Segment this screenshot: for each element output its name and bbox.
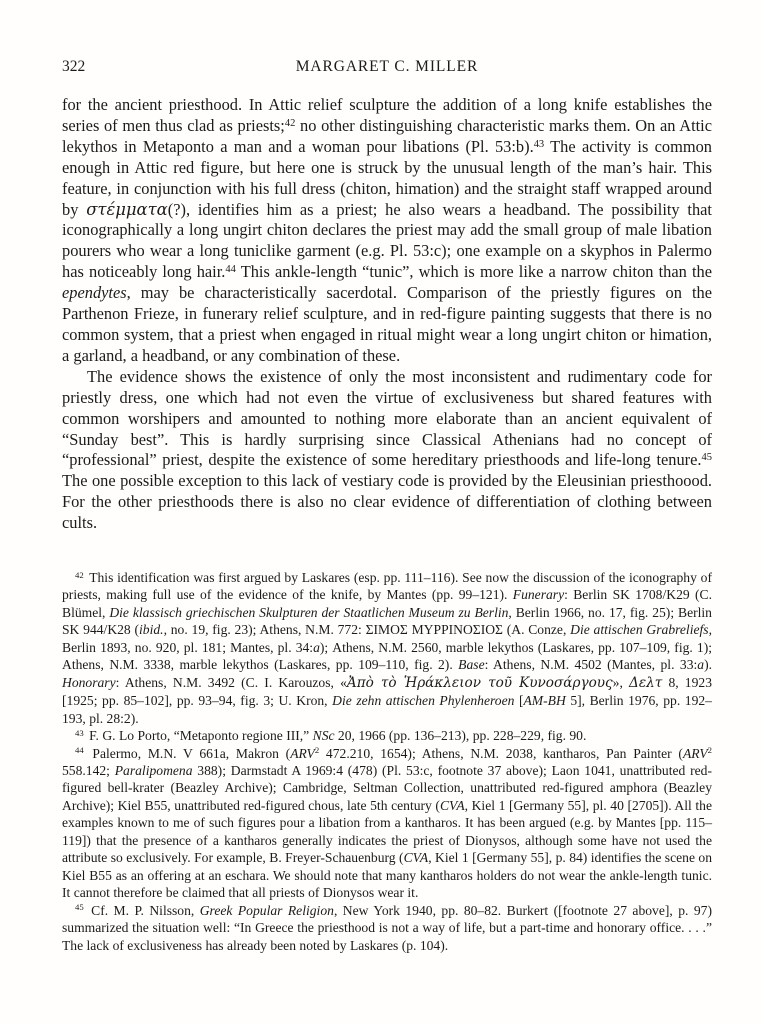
footnote-reference: 43 [533,138,545,150]
text-segment: 388); Darmstadt A 1969:4 (478) (Pl. 53:c, footnote 37 above); Laon 1041, unattributed red-figured bell-krater (Beazley Archive); Cambridge, Seltman Collection, unattributed red-figured amphora (Beazley Archive); Kiel B55, unattributed red-figured chous, late 5th century ( [62,762,712,813]
text-segment: 5], Berlin 1976, pp. 192–193, pl. 28:2). [62,693,712,726]
text-segment: a [697,657,705,673]
text-segment: (?), identifies him as a priest; he also wears a headband. The possibility that iconographically a long ungirt chiton declares the priest may add the small group of male libation pourers who wear a long tuniclike garment (e.g. Pl. 53:c); one example on a skyphos in Palermo has noticeably long hair. [62,199,712,282]
text-segment: This ankle-length “tunic”, which is more like a narrow chiton than the [235,262,712,282]
text-segment: : Athens, N.M. 4502 (Mantes, pl. 33: [484,657,698,673]
body-text [62,95,712,534]
text-segment: AM-BH [523,693,566,709]
text-segment: , Kiel 1 [Germany 55], p. 84) identifies the scene on Kiel B55 as an offering at an eschara. We should note that many kantharos holders do not wear the ankle-length tunic. It cannot therefore be claimed that all priests of Dionysos wear it. [62,850,712,901]
footnote [62,727,712,744]
footnote-reference: 2 [707,745,712,756]
text-segment: ibid. [139,622,164,638]
footnote [62,569,712,727]
text-segment: Palermo, M.N. V 661a, Makron ( [85,745,291,761]
page-number: 322 [62,58,86,75]
text-segment: : Athens, N.M. 3492 (C. I. Karouzos, « [115,674,347,690]
footnote-reference: 2 [314,745,320,756]
text-segment: CVA [439,797,465,813]
text-segment: Ἀπὸ τὸ Ἡράκλειον τοῦ Κυνοσάργους [346,674,613,691]
footnote [62,745,712,902]
text-segment: The activity is common enough in Attic red figure, but here one is struck by the unusual length of the man’s hair. This feature, in conjunction with his full dress (chiton, himation) and the straight staff wrapped around by [62,136,712,219]
text-segment: Die zehn attischen Phylenheroen [332,693,515,709]
body-paragraph [62,367,712,534]
text-segment: , may be characteristically sacerdotal. Comparison of the priestly figures on the Parthenon Frieze, in funerary relief sculpture, and in red-figure painting suggests that there is no common system, that a priest when engaged in ritual might wear a long ungirt chiton or himation, a garland, a headband, or any combination of these. [62,283,712,365]
text-segment: , no. 19, fig. 23); Athens, N.M. 772: ΣΙΜΟΣ ΜΥΡΡΙΝΟΣΙΟΣ (A. Conze, [163,622,571,638]
text-segment: », [612,674,630,690]
text-segment: This identification was first argued by Laskares (esp. pp. 111–116). See now the discussion of the iconography of priests, making full use of the evidence of the knife, by Mantes (pp. 99–121). [62,570,712,603]
text-segment: , Berlin 1893, no. 920, pl. 181; Mantes, pl. 34: [62,622,712,655]
text-segment: Die attischen Grabreliefs [570,622,709,638]
text-segment: ependytes [62,283,127,303]
text-segment: Die klassisch griechischen Skulpturen der Staatlichen Museum zu Berlin [109,604,509,620]
text-segment: CVA [403,850,429,866]
text-segment: Paralipomena [114,762,193,778]
footnote-reference: 42 [284,117,296,129]
text-segment: no other distinguishing characteristic marks them. On an Attic lekythos in Metaponto a man and a woman pour libations (Pl. 53:b). [62,115,713,156]
footnote-reference: 45 [701,452,712,464]
footnote-marker: 45 [75,902,84,913]
footnotes [62,569,712,954]
footnote-marker: 43 [75,727,84,738]
footnote-reference: 44 [225,264,236,276]
text-segment: Funerary [512,587,565,603]
text-segment: 20, 1966 (pp. 136–213), pp. 228–229, fig. 90. [334,728,587,744]
text-segment: , Kiel 1 [Germany 55], pl. 40 [2705]). All the examples known to me of such figures pour a libation from a kantharos. It has been argued (e.g. by Mantes [pp. 115–119]) that the presence of a kantharos generally indicates the priest of Dionysos, although some have not used the attribute so exclusively. For example, B. Freyer-Schauenburg ( [62,797,712,866]
text-segment: Base [458,657,485,673]
text-segment: 558.142; [62,762,115,778]
running-head [62,58,712,76]
text-segment: 472.210, 1654); Athens, N.M. 2038, kantharos, Pan Painter ( [319,745,683,761]
text-segment: a [313,639,320,655]
text-segment: , New York 1940, pp. 80–82. Burkert ([footnote 27 above], p. 97) summarized the situation well: “In Greece the priesthood is not a way of life, but a part-time and honorary office. . . .” The lack of exclusiveness has already been noted by Laskares (p. 104). [62,902,712,953]
text-segment: Cf. M. P. Nilsson, [85,902,200,918]
text-segment: ). [704,657,712,673]
text-segment: , Berlin 1966, no. 17, fig. 25); Berlin SK 944/K28 ( [62,604,712,638]
text-segment: στέμματα [86,199,168,219]
text-segment: The evidence shows the existence of only the most inconsistent and rudimentary code for priestly dress, one which had not even the virtue of exclusiveness but shared features with common worshipers and amounted to nothing more elaborate than an ancient equivalent of “Sunday best”. This is hardly surprising since Classical Athenians had no concept of “professional” priest, despite the existence of some hereditary priesthoods and life-long tenure. [62,366,712,470]
text-segment: [ [514,693,524,709]
text-segment: Honorary [62,674,116,690]
text-segment: NSc [312,728,335,744]
text-segment: 8, 1923 [1925; pp. 85–102], pp. 93–94, fig. 3; U. Kron, [62,674,712,709]
text-segment: The one possible exception to this lack of vestiary code is provided by the Eleusinian priesthoood. For the other priesthoods there is also no clear evidence of differentiation of clothing between cults. [62,471,712,533]
text-segment: ARV [682,745,708,761]
text-segment: : Berlin SK 1708/K29 (C. Blümel, [62,587,712,620]
text-segment: for the ancient priesthood. In Attic relief sculpture the addition of a long knife establishes the series of men thus clad as priests; [62,95,712,135]
text-segment: F. G. Lo Porto, “Metaponto regione III,” [85,728,313,744]
text-segment: ); Athens, N.M. 2560, marble lekythos (Laskares, pp. 107–109, fig. 1); Athens, N.M. 3338, marble lekythos (Laskares, pp. 109–110, fig. 2). [62,639,713,673]
footnote [62,902,712,954]
text-segment: ARV [290,745,315,761]
text-segment: Δελτ [629,674,663,691]
text-segment: Greek Popular Religion [199,902,334,918]
running-title: MARGARET C. MILLER [295,58,479,75]
body-paragraph [62,95,712,367]
footnote-marker: 42 [75,569,84,580]
footnote-marker: 44 [75,745,84,756]
